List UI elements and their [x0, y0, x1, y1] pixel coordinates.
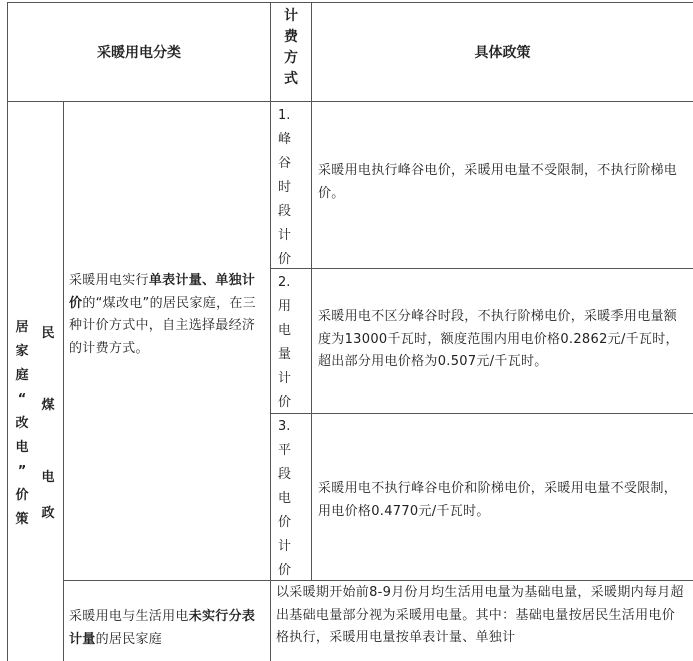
- header-policy: [312, 3, 693, 101]
- row2-desc-text: 采暖用电与生活用电: [69, 609, 189, 624]
- group-char: 家: [15, 344, 29, 359]
- method-char: 2.: [278, 275, 291, 290]
- row1-desc-text: 的“煤改电”的居民家庭，在三种计价方式中，自主选择最经济的计费方式。: [69, 295, 256, 356]
- method-char: 量: [278, 347, 292, 362]
- method-char: 用: [278, 299, 292, 314]
- group-char: [38, 424, 58, 460]
- method-char: 峰: [278, 132, 292, 147]
- group-char: “: [17, 392, 27, 407]
- group-char: 庭: [15, 368, 29, 383]
- group-label-left: [12, 316, 32, 532]
- row1-desc-text: 采暖用电实行: [69, 273, 149, 288]
- header-category: [8, 3, 270, 101]
- method1-bottom-border: [270, 268, 693, 269]
- group-char: ”: [17, 464, 27, 479]
- row1-desc-bold: 单表计量、单独计价: [69, 273, 256, 311]
- method-char: 段: [278, 204, 292, 219]
- method3-label: [271, 415, 311, 583]
- method-char: 谷: [278, 156, 292, 171]
- group-char: 电: [41, 470, 55, 485]
- group-char: 改: [15, 416, 29, 431]
- group-char: 民: [41, 326, 55, 341]
- header-method: [271, 6, 311, 100]
- method-char: 价: [278, 395, 292, 410]
- method1-policy: [318, 160, 688, 205]
- header-policy-text: 具体政策: [474, 45, 531, 61]
- method-char: 1.: [278, 108, 291, 123]
- method-char: 价: [278, 515, 292, 530]
- group-label-right: [38, 316, 58, 532]
- method1-label: [271, 104, 311, 272]
- group-divider: [63, 101, 64, 661]
- method-char: 电: [278, 491, 292, 506]
- row2-description: [69, 606, 267, 651]
- row2-desc-text: 的居民家庭: [95, 631, 163, 647]
- method-char: 段: [278, 467, 292, 482]
- header-method-char: 计: [284, 8, 298, 24]
- method2-policy-text: 采暖用电不区分峰谷时段，不执行阶梯电价，采暖季用电量额度为13000千瓦时，额度范围内用电价格0.2862元/千瓦时，超出部分用电价格为0.507元/千瓦时。: [318, 309, 679, 369]
- group-char: 策: [15, 512, 29, 527]
- header-method-char: 费: [284, 29, 298, 45]
- method3-policy: [318, 478, 688, 523]
- method1-policy-text: 采暖用电执行峰谷电价，采暖用电量不受限制，不执行阶梯电价。: [318, 163, 678, 201]
- method-char: 价: [278, 252, 292, 267]
- group-char: 居: [15, 320, 29, 335]
- method-char: 计: [278, 228, 292, 243]
- row2-policy-text: 以采暖期开始前8-9月份月均生活用电量为基础电量，采暖期内每月超出基础电量部分视为采暖用电量。其中：基础电量按居民生活用电价格执行，采暖用电量按单表计量、单独计: [276, 585, 684, 645]
- row1-description: [69, 270, 267, 360]
- method2-bottom-border: [270, 413, 693, 414]
- method-char: 计: [278, 371, 292, 386]
- group-char: [38, 352, 58, 388]
- method-char: 价: [278, 563, 292, 578]
- row2-policy: [276, 582, 688, 661]
- group-char: 价: [15, 488, 29, 503]
- group-char: 电: [15, 440, 29, 455]
- method-char: 电: [278, 323, 292, 338]
- header-method-char: 方: [284, 50, 298, 66]
- group-char: 政: [41, 506, 55, 521]
- header-category-text: 采暖用电分类: [97, 45, 181, 61]
- group-char: 煤: [41, 398, 55, 413]
- method-char: 平: [278, 443, 292, 458]
- method-char: 3.: [278, 419, 291, 434]
- row1-bottom-border: [63, 580, 693, 581]
- method-char: 计: [278, 539, 292, 554]
- method2-policy: [318, 306, 688, 374]
- row2-desc-bold: 未实行分表计量: [69, 609, 256, 647]
- method-char: 时: [278, 180, 292, 195]
- header-bottom-border: [7, 101, 693, 102]
- header-method-char: 式: [284, 71, 298, 87]
- method3-policy-text: 采暖用电不执行峰谷电价和阶梯电价，采暖用电量不受限制，用电价格0.4770元/千瓦时。: [318, 481, 678, 519]
- method2-label: [271, 271, 311, 415]
